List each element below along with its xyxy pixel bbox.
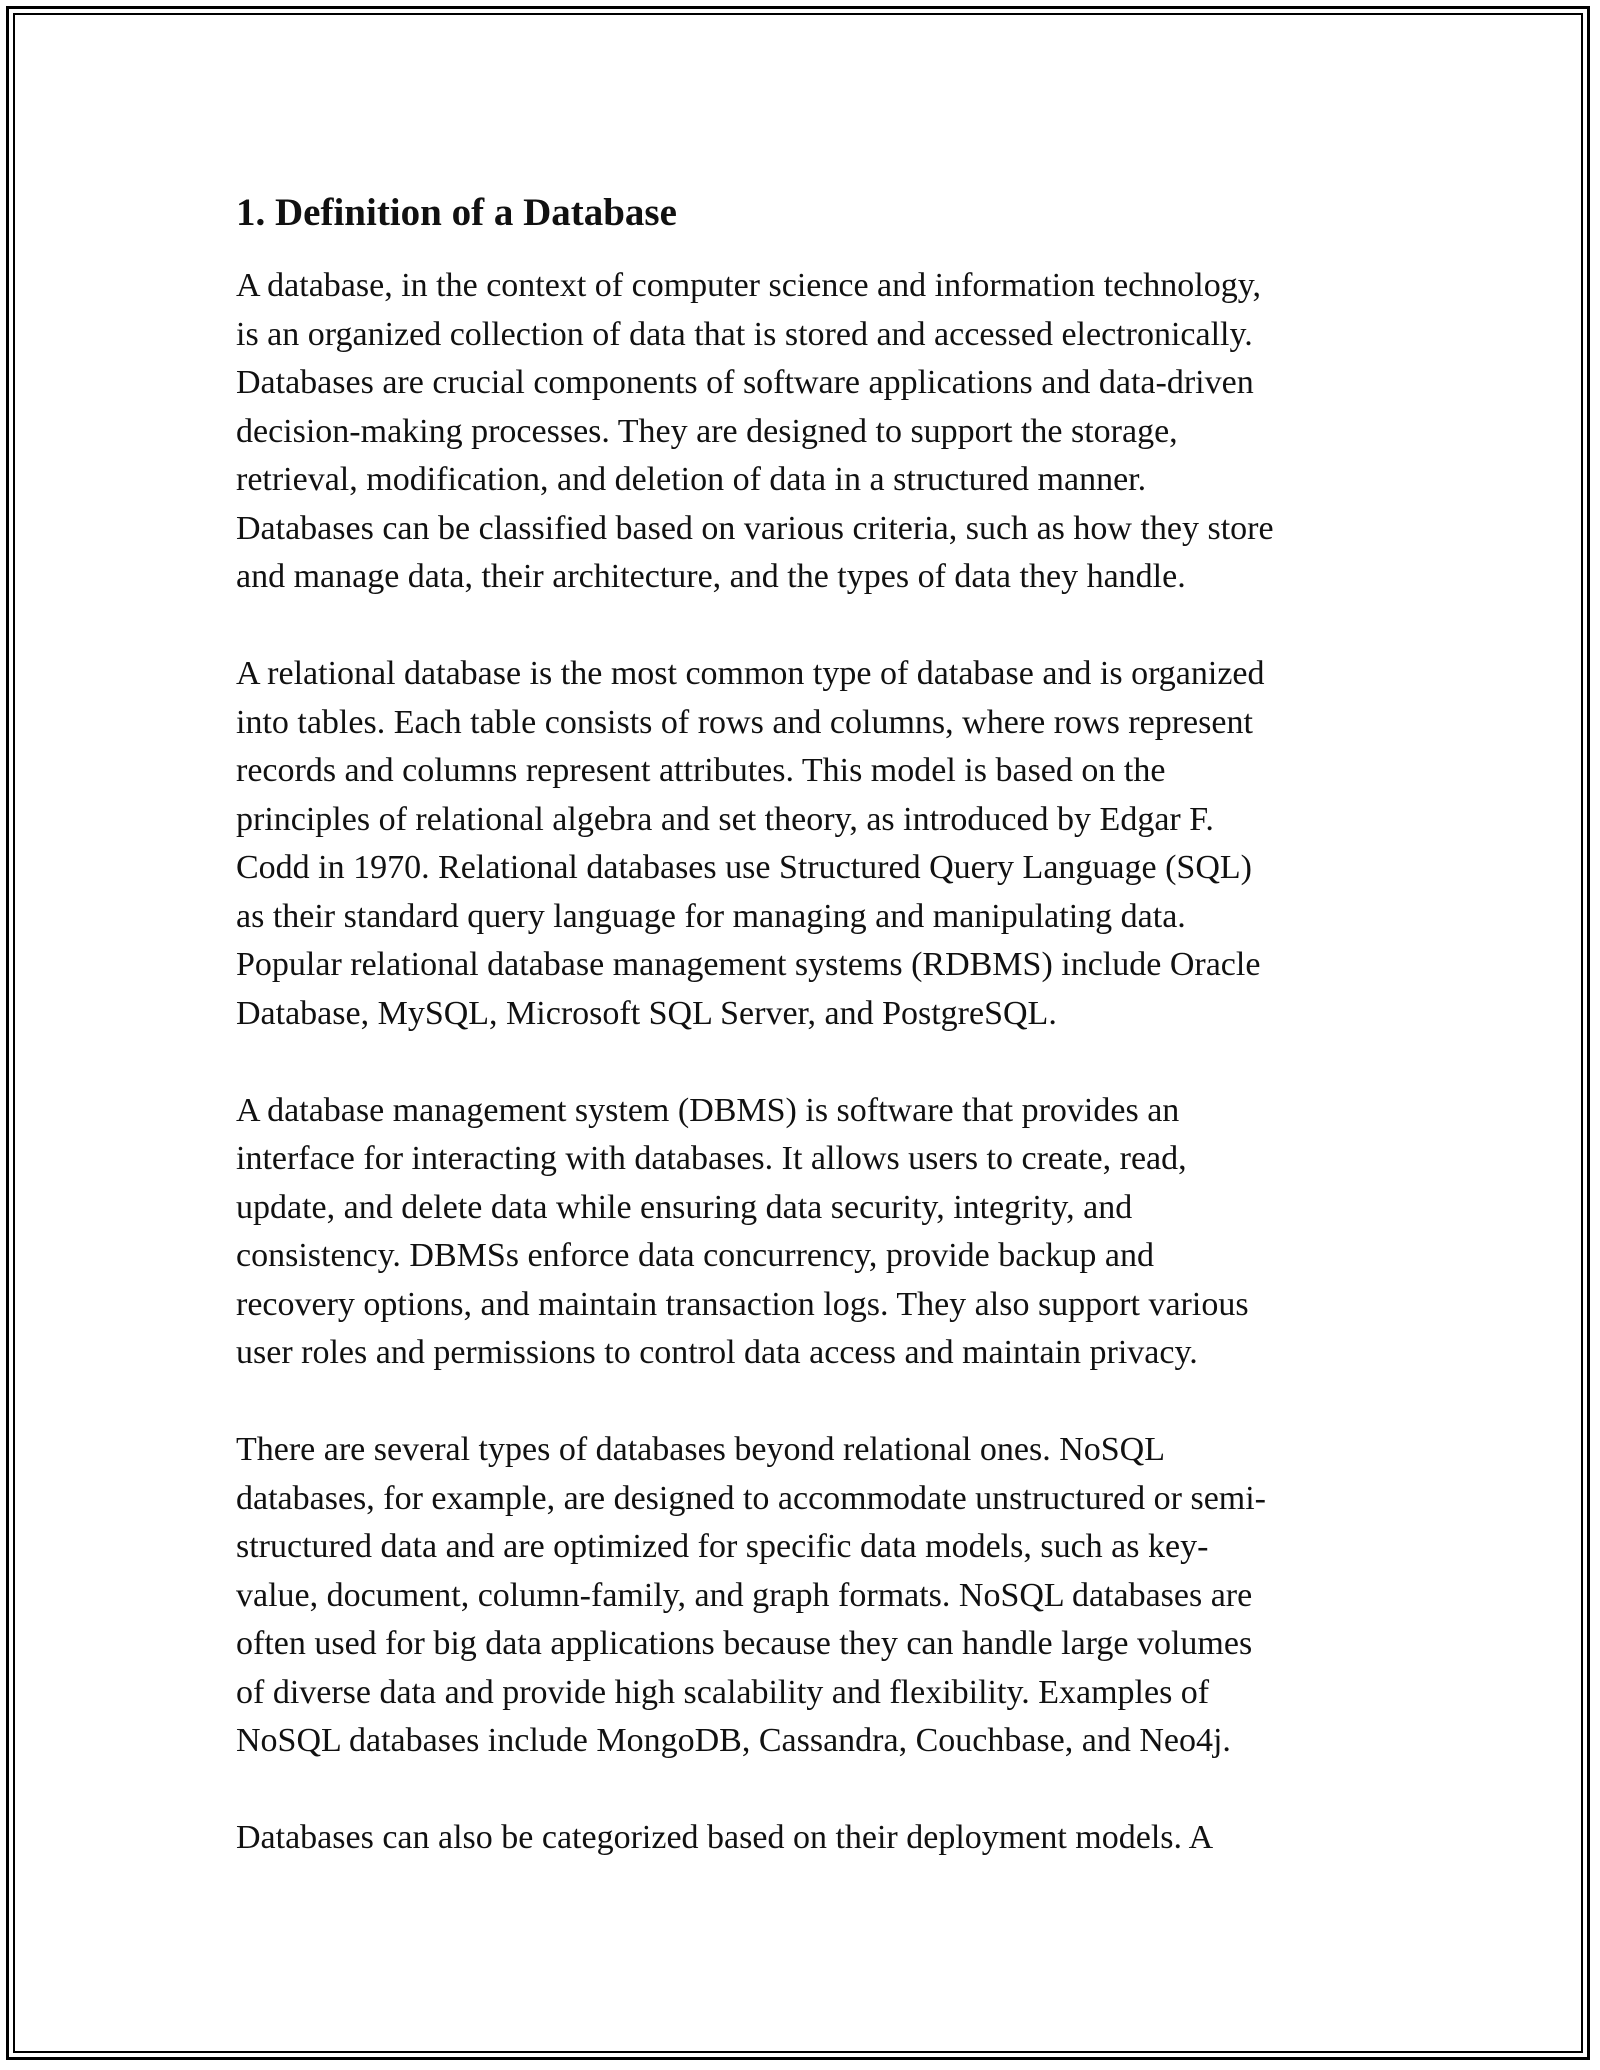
text-line: Databases can be classified based on various criteria, such as how they store xyxy=(236,509,1274,547)
text-line: databases, for example, are designed to accommodate unstructured or semi- xyxy=(236,1479,1266,1517)
text-line: retrieval, modification, and deletion of data in a structured manner. xyxy=(236,461,1147,498)
text-line: Databases can also be categorized based on their deployment models. A xyxy=(236,1819,1214,1856)
text-line: consistency. DBMSs enforce data concurrency, provide backup and xyxy=(236,1237,1154,1274)
paragraph-dbms xyxy=(236,1087,1366,1378)
text-line: user roles and permissions to control data access and maintain privacy. xyxy=(236,1334,1198,1371)
text-line: records and columns represent attributes. This model is based on the xyxy=(236,752,1166,789)
text-line: as their standard query language for managing and manipulating data. xyxy=(236,897,1186,935)
text-line: There are several types of databases beyond relational ones. NoSQL xyxy=(236,1431,1165,1468)
text-line: Database, MySQL, Microsoft SQL Server, and PostgreSQL. xyxy=(236,994,1057,1032)
text-line: recovery options, and maintain transaction logs. They also support various xyxy=(236,1285,1249,1323)
text-line: structured data and are optimized for specific data models, such as key- xyxy=(236,1528,1209,1565)
text-line: value, document, column-family, and graph formats. NoSQL databases are xyxy=(236,1576,1253,1614)
text-line: update, and delete data while ensuring data security, integrity, and xyxy=(236,1188,1133,1226)
document-body xyxy=(236,186,1366,1911)
text-line: and manage data, their architecture, and the types of data they handle. xyxy=(236,558,1186,595)
text-line: A database management system (DBMS) is software that provides an xyxy=(236,1091,1180,1129)
text-line: is an organized collection of data that is stored and accessed electronically. xyxy=(236,315,1253,353)
text-line: decision-making processes. They are designed to support the storage, xyxy=(236,412,1178,450)
paragraph-nosql xyxy=(236,1426,1366,1766)
text-line: NoSQL databases include MongoDB, Cassandra, Couchbase, and Neo4j. xyxy=(236,1722,1231,1759)
text-line: A relational database is the most common type of database and is organized xyxy=(236,655,1265,692)
text-line: Codd in 1970. Relational databases use Structured Query Language (SQL) xyxy=(236,849,1252,886)
section-heading: 1. Definition of a Database xyxy=(236,191,677,234)
text-line: interface for interacting with databases. It allows users to create, read, xyxy=(236,1140,1187,1177)
text-line: into tables. Each table consists of rows and columns, where rows represent xyxy=(236,703,1253,741)
text-line: Databases are crucial components of software applications and data-driven xyxy=(236,364,1254,401)
text-line: of diverse data and provide high scalability and flexibility. Examples of xyxy=(236,1673,1210,1711)
paragraph-definition xyxy=(236,262,1366,602)
text-line: A database, in the context of computer science and information technology, xyxy=(236,267,1262,304)
paragraph-relational xyxy=(236,650,1366,1038)
paragraph-deployment xyxy=(236,1814,1366,1863)
text-line: often used for big data applications because they can handle large volumes xyxy=(236,1625,1253,1662)
text-line: principles of relational algebra and set theory, as introduced by Edgar F. xyxy=(236,800,1214,838)
text-line: Popular relational database management systems (RDBMS) include Oracle xyxy=(236,946,1261,983)
